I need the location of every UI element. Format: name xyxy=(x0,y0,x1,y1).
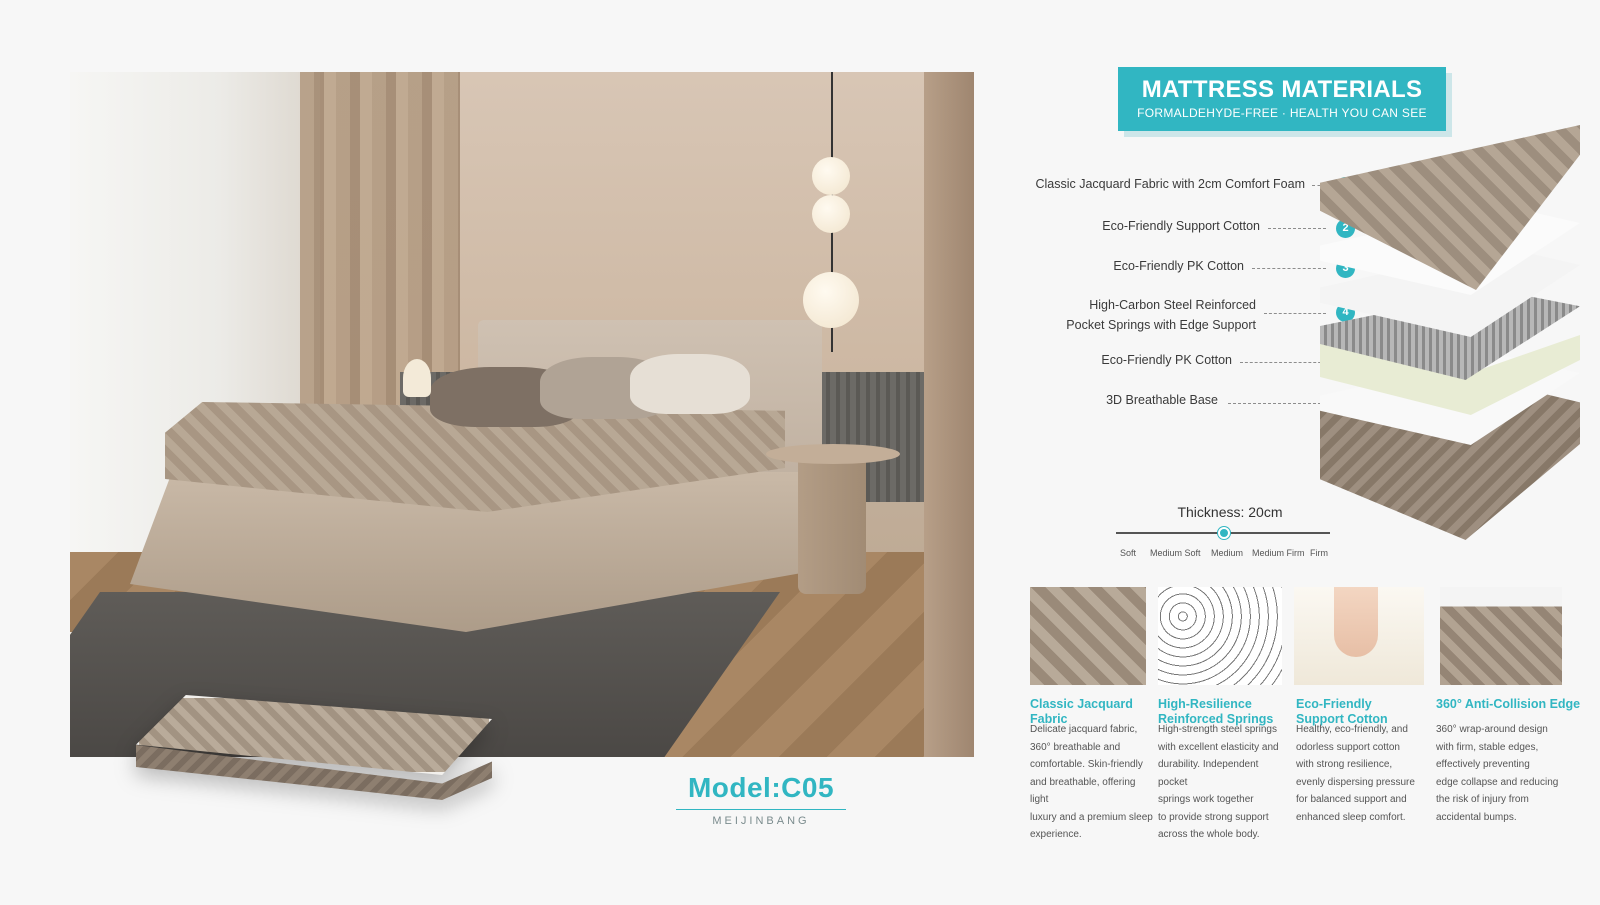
bedroom-photo xyxy=(70,72,974,757)
desc-line: odorless support cotton xyxy=(1296,741,1400,753)
desc-line: effectively preventing xyxy=(1436,759,1530,770)
feature-title-springs-line1: High-Resilience xyxy=(1158,697,1252,711)
layer-2-label: Eco-Friendly Support Cotton xyxy=(1102,219,1260,233)
desc-line: for balanced support and xyxy=(1296,794,1407,805)
feature-title-jacquard: Classic Jacquard Fabric xyxy=(1030,697,1133,726)
thickness-label: Thickness: 20cm xyxy=(1177,504,1283,520)
mattress-layers-diagram xyxy=(1320,125,1580,545)
desc-line: durability. Independent pocket xyxy=(1158,759,1259,788)
desc-line: luxury and a premium sleep xyxy=(1030,811,1153,823)
mattress-product-image xyxy=(136,695,492,805)
layer-2-leader xyxy=(1268,228,1326,229)
firmness-tick-medium-soft: Medium Soft xyxy=(1150,548,1201,558)
materials-banner xyxy=(1118,67,1446,131)
layer-3-label: Eco-Friendly PK Cotton xyxy=(1113,259,1244,273)
layer-1-label: Classic Jacquard Fabric with 2cm Comfort Foam xyxy=(1035,177,1305,191)
feature-image-springs xyxy=(1158,587,1282,685)
feature-desc-jacquard xyxy=(1030,721,1156,844)
firmness-tick-soft: Soft xyxy=(1120,548,1137,558)
pillow xyxy=(630,354,750,414)
desc-line: accidental bumps. xyxy=(1436,811,1517,823)
feature-desc-cotton xyxy=(1296,721,1426,826)
desc-line: with firm, stable edges, xyxy=(1436,741,1539,753)
desc-line: edge collapse and reducing xyxy=(1436,776,1559,788)
firmness-tick-medium: Medium xyxy=(1211,548,1244,558)
desc-line: across the whole body. xyxy=(1158,829,1260,840)
desc-line: 360° breathable and xyxy=(1030,741,1121,753)
desc-line: with strong resilience, xyxy=(1296,759,1393,770)
layer-5-leader xyxy=(1240,362,1326,363)
firmness-scale-marker xyxy=(1218,527,1230,539)
banner-subtitle: FORMALDEHYDE-FREE · HEALTH YOU CAN SEE xyxy=(1137,106,1427,120)
desc-line: springs work together xyxy=(1158,794,1254,805)
feature-desc-edge xyxy=(1436,721,1576,826)
desc-line: 360° wrap-around design xyxy=(1436,724,1548,735)
banner-title: MATTRESS MATERIALS xyxy=(1141,76,1423,103)
feature-image-cotton xyxy=(1294,587,1424,685)
layer-5-label: Eco-Friendly PK Cotton xyxy=(1101,353,1232,367)
desc-line: High-strength steel springs xyxy=(1158,724,1277,735)
desc-line: Delicate jacquard fabric, xyxy=(1030,724,1138,735)
feature-title-cotton-line2: Support Cotton xyxy=(1296,712,1388,726)
desc-line: experience. xyxy=(1030,829,1082,840)
table-lamp xyxy=(403,359,431,397)
desc-line: the risk of injury from xyxy=(1436,794,1529,805)
feature-desc-springs xyxy=(1158,721,1288,844)
hand-pressing xyxy=(1334,587,1378,657)
layer-3-leader xyxy=(1252,268,1326,269)
feature-title-cotton-line1: Eco-Friendly xyxy=(1296,697,1372,711)
side-table-base xyxy=(798,454,866,594)
firmness-tick-firm: Firm xyxy=(1310,548,1328,558)
desc-line: evenly dispersing pressure xyxy=(1296,776,1415,788)
feature-title-edge: 360° Anti-Collision Edge xyxy=(1436,697,1581,711)
desc-line: Healthy, eco-friendly, and xyxy=(1296,724,1408,735)
firmness-tick-medium-firm: Medium Firm xyxy=(1252,548,1305,558)
desc-line: comfortable. Skin-friendly xyxy=(1030,759,1143,770)
model-divider xyxy=(676,809,846,810)
side-table-top xyxy=(766,444,900,464)
desc-line: to provide strong support xyxy=(1158,811,1269,823)
pendant-globe xyxy=(803,272,859,328)
feature-title-springs-line2: Reinforced Springs xyxy=(1158,712,1274,726)
model-name: Model:C05 xyxy=(687,772,835,803)
feature-image-edge xyxy=(1440,587,1562,685)
desc-line: and breathable, offering light xyxy=(1030,776,1136,805)
layer-6-leader xyxy=(1228,403,1326,404)
layer-4-number: 4 xyxy=(1336,303,1355,322)
pendant-globe xyxy=(812,157,850,195)
layer-4-leader xyxy=(1264,313,1326,314)
layer-4-label-line2: Pocket Springs with Edge Support xyxy=(1066,318,1256,332)
layer-3-number: 3 xyxy=(1336,259,1355,278)
pendant-globe xyxy=(812,195,850,233)
wall-pillar xyxy=(924,72,974,757)
layer-2-number: 2 xyxy=(1336,219,1355,238)
layer-4-label-line1: High-Carbon Steel Reinforced xyxy=(1089,298,1256,312)
desc-line: with excellent elasticity and xyxy=(1158,741,1279,753)
feature-image-jacquard xyxy=(1030,587,1146,685)
brand-name: MEIJINBANG xyxy=(712,815,810,827)
desc-line: enhanced sleep comfort. xyxy=(1296,811,1406,823)
layer-6-label: 3D Breathable Base xyxy=(1106,393,1218,407)
